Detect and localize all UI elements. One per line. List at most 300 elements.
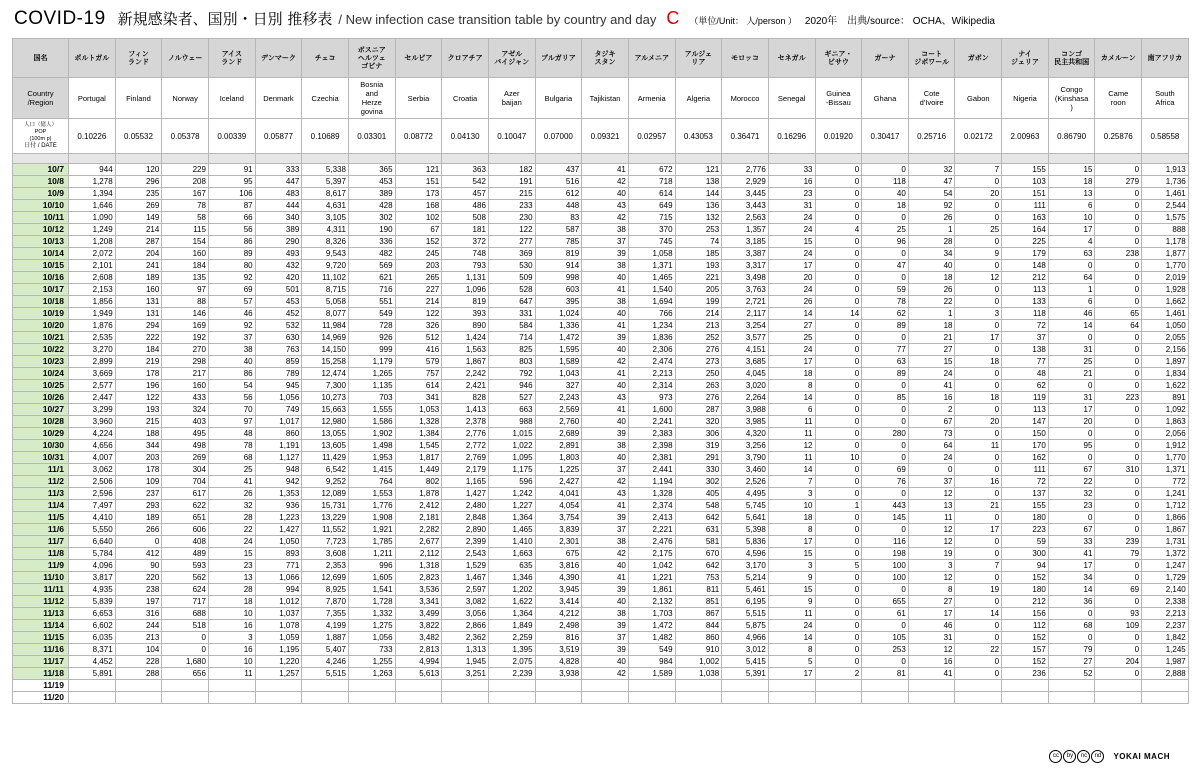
- date-cell: 11/3: [13, 488, 69, 500]
- count-cell: 225: [1002, 236, 1049, 248]
- count-cell: 122: [488, 224, 535, 236]
- count-cell: 1,195: [255, 644, 302, 656]
- country-name-jp: アゼル バイジャン: [488, 39, 535, 78]
- count-cell: 0: [815, 200, 862, 212]
- date-cell: 10/12: [13, 224, 69, 236]
- count-cell: 92: [208, 272, 255, 284]
- count-cell: 40: [582, 344, 629, 356]
- count-cell: 86: [208, 368, 255, 380]
- count-cell: 1,413: [442, 404, 489, 416]
- count-cell: 1,208: [69, 236, 116, 248]
- count-cell: [768, 680, 815, 692]
- count-cell: 1,042: [628, 560, 675, 572]
- table-row: [13, 212, 1189, 224]
- count-cell: 131: [115, 296, 162, 308]
- date-cell: 11/1: [13, 464, 69, 476]
- count-cell: 1,729: [1142, 572, 1189, 584]
- count-cell: 212: [1002, 272, 1049, 284]
- count-cell: 22: [1048, 476, 1095, 488]
- count-cell: 3: [208, 632, 255, 644]
- count-cell: 217: [162, 368, 209, 380]
- count-cell: 14: [1048, 320, 1095, 332]
- count-cell: 81: [862, 668, 909, 680]
- count-cell: 4,994: [395, 656, 442, 668]
- count-cell: 1,836: [628, 332, 675, 344]
- count-cell: 4,828: [535, 656, 582, 668]
- count-cell: 1,921: [348, 524, 395, 536]
- spacer-cell: [535, 154, 582, 164]
- table-row: [13, 560, 1189, 572]
- count-cell: 13: [908, 500, 955, 512]
- count-cell: 5,415: [722, 656, 769, 668]
- count-cell: 6,542: [302, 464, 349, 476]
- year-label: 2020年: [804, 16, 838, 27]
- count-cell: 1,482: [628, 632, 675, 644]
- count-cell: 184: [162, 260, 209, 272]
- count-cell: 0: [955, 536, 1002, 548]
- count-cell: 802: [395, 476, 442, 488]
- count-cell: 1,336: [535, 320, 582, 332]
- count-cell: 1,357: [722, 224, 769, 236]
- count-cell: 5,461: [722, 584, 769, 596]
- count-cell: 189: [115, 272, 162, 284]
- count-cell: 365: [348, 164, 395, 176]
- count-cell: 189: [115, 512, 162, 524]
- count-cell: 18: [1048, 176, 1095, 188]
- count-cell: 78: [862, 296, 909, 308]
- count-cell: [862, 680, 909, 692]
- count-cell: 1,600: [628, 404, 675, 416]
- count-cell: [115, 692, 162, 704]
- count-cell: 15,258: [302, 356, 349, 368]
- count-cell: 2,101: [69, 260, 116, 272]
- unit-label: （単位/Unit： 人/person ）: [689, 16, 797, 26]
- count-cell: 8: [768, 644, 815, 656]
- count-cell: 0: [815, 428, 862, 440]
- count-cell: [442, 680, 489, 692]
- license-badges: [1049, 750, 1105, 763]
- table-row: [13, 668, 1189, 680]
- count-cell: 5: [768, 656, 815, 668]
- count-cell: 1,394: [69, 188, 116, 200]
- count-cell: [1142, 692, 1189, 704]
- table-row: [13, 320, 1189, 332]
- spacer-cell: [1048, 154, 1095, 164]
- country-name-en: Gabon: [955, 78, 1002, 119]
- count-cell: 1,908: [348, 512, 395, 524]
- count-cell: 157: [1002, 644, 1049, 656]
- population-cell: 0.02957: [628, 119, 675, 154]
- count-cell: 631: [675, 524, 722, 536]
- count-cell: 66: [208, 212, 255, 224]
- population-cell: 0.03301: [348, 119, 395, 154]
- country-name-en: Bosnia and Herze govina: [348, 78, 395, 119]
- count-cell: 509: [488, 272, 535, 284]
- country-name-en: Guinea -Bissau: [815, 78, 862, 119]
- count-cell: 14,969: [302, 332, 349, 344]
- count-cell: 204: [1095, 656, 1142, 668]
- spacer-cell: [115, 154, 162, 164]
- count-cell: 2,412: [395, 500, 442, 512]
- count-cell: 715: [628, 212, 675, 224]
- count-cell: 54: [208, 380, 255, 392]
- count-cell: 926: [348, 332, 395, 344]
- count-cell: 3,985: [722, 416, 769, 428]
- count-cell: 111: [1002, 464, 1049, 476]
- count-cell: 7: [955, 164, 1002, 176]
- count-cell: 3,669: [69, 368, 116, 380]
- count-cell: 48: [1002, 368, 1049, 380]
- count-cell: 33: [1048, 536, 1095, 548]
- country-name-jp: コート ジボワール: [908, 39, 955, 78]
- count-cell: 15: [768, 584, 815, 596]
- count-cell: 0: [162, 644, 209, 656]
- count-cell: 24: [768, 344, 815, 356]
- count-cell: 1,663: [488, 548, 535, 560]
- count-cell: 3,460: [722, 464, 769, 476]
- table-row: [13, 680, 1189, 692]
- country-name-en: Congo (Kinshasa ): [1048, 78, 1095, 119]
- count-cell: 12,089: [302, 488, 349, 500]
- count-cell: 0: [862, 524, 909, 536]
- count-cell: 293: [115, 500, 162, 512]
- count-cell: 1,012: [255, 596, 302, 608]
- count-cell: 596: [488, 476, 535, 488]
- count-cell: 5,641: [722, 512, 769, 524]
- count-cell: 14,150: [302, 344, 349, 356]
- population-cell: 0.01920: [815, 119, 862, 154]
- date-cell: 10/22: [13, 344, 69, 356]
- count-cell: 2,306: [628, 344, 675, 356]
- count-cell: 622: [162, 500, 209, 512]
- count-cell: 298: [162, 356, 209, 368]
- count-cell: 11: [955, 440, 1002, 452]
- count-cell: 16: [208, 620, 255, 632]
- count-cell: 41: [908, 380, 955, 392]
- count-cell: 39: [582, 248, 629, 260]
- count-cell: 542: [442, 176, 489, 188]
- count-cell: 37: [582, 524, 629, 536]
- count-cell: 5,745: [722, 500, 769, 512]
- count-cell: [628, 692, 675, 704]
- count-cell: 1,263: [348, 668, 395, 680]
- country-name-jp: ガボン: [955, 39, 1002, 78]
- count-cell: 4,495: [722, 488, 769, 500]
- table-row: [13, 200, 1189, 212]
- count-cell: 3,185: [722, 236, 769, 248]
- count-cell: 214: [395, 296, 442, 308]
- count-cell: 146: [162, 308, 209, 320]
- count-cell: 10: [208, 608, 255, 620]
- count-cell: 1,605: [348, 572, 395, 584]
- count-cell: 23: [768, 188, 815, 200]
- count-cell: 2,259: [488, 632, 535, 644]
- count-cell: [1002, 692, 1049, 704]
- country-name-en: Nigeria: [1002, 78, 1049, 119]
- count-cell: 942: [255, 476, 302, 488]
- count-cell: 0: [955, 260, 1002, 272]
- count-cell: 20: [955, 188, 1002, 200]
- count-cell: 0: [955, 656, 1002, 668]
- count-cell: 670: [675, 548, 722, 560]
- count-cell: 651: [162, 512, 209, 524]
- count-cell: 0: [815, 188, 862, 200]
- count-cell: 3: [768, 488, 815, 500]
- date-cell: 11/13: [13, 608, 69, 620]
- count-cell: 389: [255, 224, 302, 236]
- count-cell: [582, 692, 629, 704]
- table-row: [13, 416, 1189, 428]
- count-cell: 316: [115, 608, 162, 620]
- country-name-jp: カメルーン: [1095, 39, 1142, 78]
- count-cell: [208, 680, 255, 692]
- count-cell: 3,960: [69, 416, 116, 428]
- count-cell: 766: [628, 308, 675, 320]
- count-cell: 2,353: [302, 560, 349, 572]
- count-cell: 0: [862, 488, 909, 500]
- count-cell: 8,617: [302, 188, 349, 200]
- count-cell: 2,848: [442, 512, 489, 524]
- count-cell: 1,770: [1142, 260, 1189, 272]
- count-cell: 1,245: [1142, 644, 1189, 656]
- count-cell: 0: [1095, 260, 1142, 272]
- count-cell: 105: [862, 632, 909, 644]
- count-cell: 369: [488, 248, 535, 260]
- count-cell: 156: [1002, 608, 1049, 620]
- count-cell: 288: [115, 668, 162, 680]
- count-cell: 0: [815, 572, 862, 584]
- count-cell: 0: [955, 548, 1002, 560]
- count-cell: 7: [768, 476, 815, 488]
- count-cell: 69: [862, 464, 909, 476]
- count-cell: 80: [208, 260, 255, 272]
- count-cell: 168: [395, 200, 442, 212]
- count-cell: 14: [768, 392, 815, 404]
- count-cell: 0: [815, 656, 862, 668]
- count-cell: 52: [1048, 668, 1095, 680]
- spacer-cell: [908, 154, 955, 164]
- count-cell: 2,213: [1142, 608, 1189, 620]
- count-cell: 193: [115, 404, 162, 416]
- count-cell: 27: [908, 344, 955, 356]
- corner-jp: 国名: [13, 39, 69, 78]
- count-cell: 4,224: [69, 428, 116, 440]
- count-cell: 1,179: [348, 356, 395, 368]
- count-cell: 0: [955, 428, 1002, 440]
- count-cell: 584: [488, 320, 535, 332]
- count-cell: 642: [675, 512, 722, 524]
- corner-en: Country /Region: [13, 78, 69, 119]
- count-cell: [535, 680, 582, 692]
- table-row: [13, 176, 1189, 188]
- count-cell: 15,731: [302, 500, 349, 512]
- count-cell: 0: [815, 404, 862, 416]
- count-cell: [255, 692, 302, 704]
- count-cell: 621: [348, 272, 395, 284]
- count-cell: 12: [955, 272, 1002, 284]
- count-cell: 2,243: [535, 392, 582, 404]
- count-cell: 43: [582, 488, 629, 500]
- country-name-en: Czechia: [302, 78, 349, 119]
- count-cell: 593: [162, 560, 209, 572]
- count-cell: 3,817: [69, 572, 116, 584]
- count-cell: 9,252: [302, 476, 349, 488]
- count-cell: 4,041: [535, 488, 582, 500]
- count-cell: 3,170: [722, 560, 769, 572]
- count-cell: 40: [208, 356, 255, 368]
- count-cell: 3,251: [442, 668, 489, 680]
- count-cell: 444: [255, 200, 302, 212]
- count-cell: 2,075: [488, 656, 535, 668]
- count-cell: 18: [768, 512, 815, 524]
- count-cell: 2,153: [69, 284, 116, 296]
- count-cell: 1,037: [255, 608, 302, 620]
- count-cell: 1,092: [1142, 404, 1189, 416]
- table-row: [13, 692, 1189, 704]
- count-cell: 193: [675, 260, 722, 272]
- count-cell: 27: [1048, 656, 1095, 668]
- count-cell: 1,249: [69, 224, 116, 236]
- count-cell: 8: [768, 524, 815, 536]
- count-cell: 453: [255, 296, 302, 308]
- count-cell: 17: [768, 356, 815, 368]
- count-cell: 2,132: [628, 596, 675, 608]
- count-cell: 1,866: [1142, 512, 1189, 524]
- count-cell: 17: [768, 668, 815, 680]
- count-cell: 63: [862, 356, 909, 368]
- count-cell: 3: [768, 560, 815, 572]
- date-cell: 10/20: [13, 320, 69, 332]
- count-cell: 8: [768, 380, 815, 392]
- count-cell: 113: [1002, 404, 1049, 416]
- count-cell: 18: [208, 596, 255, 608]
- spacer-cell: [722, 154, 769, 164]
- count-cell: 73: [908, 428, 955, 440]
- count-cell: 48: [208, 428, 255, 440]
- count-cell: 3,790: [722, 452, 769, 464]
- count-cell: 40: [582, 416, 629, 428]
- count-cell: 266: [115, 524, 162, 536]
- count-cell: 3,754: [535, 512, 582, 524]
- count-cell: 17: [1048, 224, 1095, 236]
- count-cell: 0: [815, 176, 862, 188]
- count-cell: 1,165: [442, 476, 489, 488]
- count-cell: 4,935: [69, 584, 116, 596]
- count-cell: 4,311: [302, 224, 349, 236]
- count-cell: 34: [908, 248, 955, 260]
- count-cell: 11,429: [302, 452, 349, 464]
- count-cell: 18: [955, 392, 1002, 404]
- count-cell: 2,597: [442, 584, 489, 596]
- count-cell: 215: [115, 416, 162, 428]
- count-cell: 946: [488, 380, 535, 392]
- count-cell: 0: [1048, 632, 1095, 644]
- count-cell: 370: [628, 224, 675, 236]
- count-cell: 300: [1002, 548, 1049, 560]
- count-cell: 36: [1048, 596, 1095, 608]
- count-cell: 41: [582, 368, 629, 380]
- date-cell: 11/10: [13, 572, 69, 584]
- count-cell: 15: [768, 548, 815, 560]
- count-cell: 87: [208, 200, 255, 212]
- count-cell: 5,397: [302, 176, 349, 188]
- count-cell: 12: [908, 488, 955, 500]
- count-cell: 14: [768, 464, 815, 476]
- count-cell: 4,096: [69, 560, 116, 572]
- count-cell: 24: [768, 284, 815, 296]
- count-cell: 0: [1095, 164, 1142, 176]
- count-cell: 530: [488, 260, 535, 272]
- date-cell: 10/18: [13, 296, 69, 308]
- count-cell: 116: [862, 536, 909, 548]
- count-cell: 0: [955, 464, 1002, 476]
- count-cell: 624: [162, 584, 209, 596]
- country-name-en: Iceland: [208, 78, 255, 119]
- table-row: [13, 380, 1189, 392]
- count-cell: 131: [115, 308, 162, 320]
- count-cell: 12,474: [302, 368, 349, 380]
- population-cell: 0.05532: [115, 119, 162, 154]
- date-cell: 10/10: [13, 200, 69, 212]
- count-cell: 3,082: [442, 596, 489, 608]
- count-cell: 220: [115, 572, 162, 584]
- count-cell: 1,427: [442, 488, 489, 500]
- count-cell: 145: [862, 512, 909, 524]
- count-cell: 1,622: [1142, 380, 1189, 392]
- count-cell: 9: [955, 248, 1002, 260]
- count-cell: 495: [162, 428, 209, 440]
- count-cell: 38: [582, 224, 629, 236]
- count-cell: 136: [675, 200, 722, 212]
- count-cell: 62: [1002, 380, 1049, 392]
- count-cell: 67: [908, 416, 955, 428]
- count-cell: 1,275: [348, 620, 395, 632]
- count-cell: 1,257: [255, 668, 302, 680]
- count-cell: 67: [395, 224, 442, 236]
- count-cell: 1,241: [1142, 488, 1189, 500]
- table-row: [13, 500, 1189, 512]
- count-cell: 403: [162, 416, 209, 428]
- date-cell: 10/11: [13, 212, 69, 224]
- count-cell: 1,803: [535, 452, 582, 464]
- count-cell: 4,212: [535, 608, 582, 620]
- count-cell: 20: [768, 272, 815, 284]
- count-cell: 771: [255, 560, 302, 572]
- count-cell: 1,017: [255, 416, 302, 428]
- count-cell: 635: [488, 560, 535, 572]
- count-cell: 294: [115, 320, 162, 332]
- count-cell: 1,461: [1142, 188, 1189, 200]
- count-cell: 1,736: [1142, 176, 1189, 188]
- count-cell: 803: [488, 356, 535, 368]
- count-cell: 41: [908, 668, 955, 680]
- count-cell: 0: [815, 332, 862, 344]
- spacer-cell: [302, 154, 349, 164]
- count-cell: 151: [395, 176, 442, 188]
- count-cell: 333: [255, 164, 302, 176]
- table-row: [13, 584, 1189, 596]
- count-cell: 2,383: [628, 428, 675, 440]
- count-cell: [815, 680, 862, 692]
- count-cell: 4,390: [535, 572, 582, 584]
- count-cell: 1,242: [488, 488, 535, 500]
- count-cell: 5,214: [722, 572, 769, 584]
- date-cell: 11/12: [13, 596, 69, 608]
- count-cell: 203: [115, 452, 162, 464]
- count-cell: 263: [675, 380, 722, 392]
- count-cell: 97: [208, 416, 255, 428]
- count-cell: 0: [815, 512, 862, 524]
